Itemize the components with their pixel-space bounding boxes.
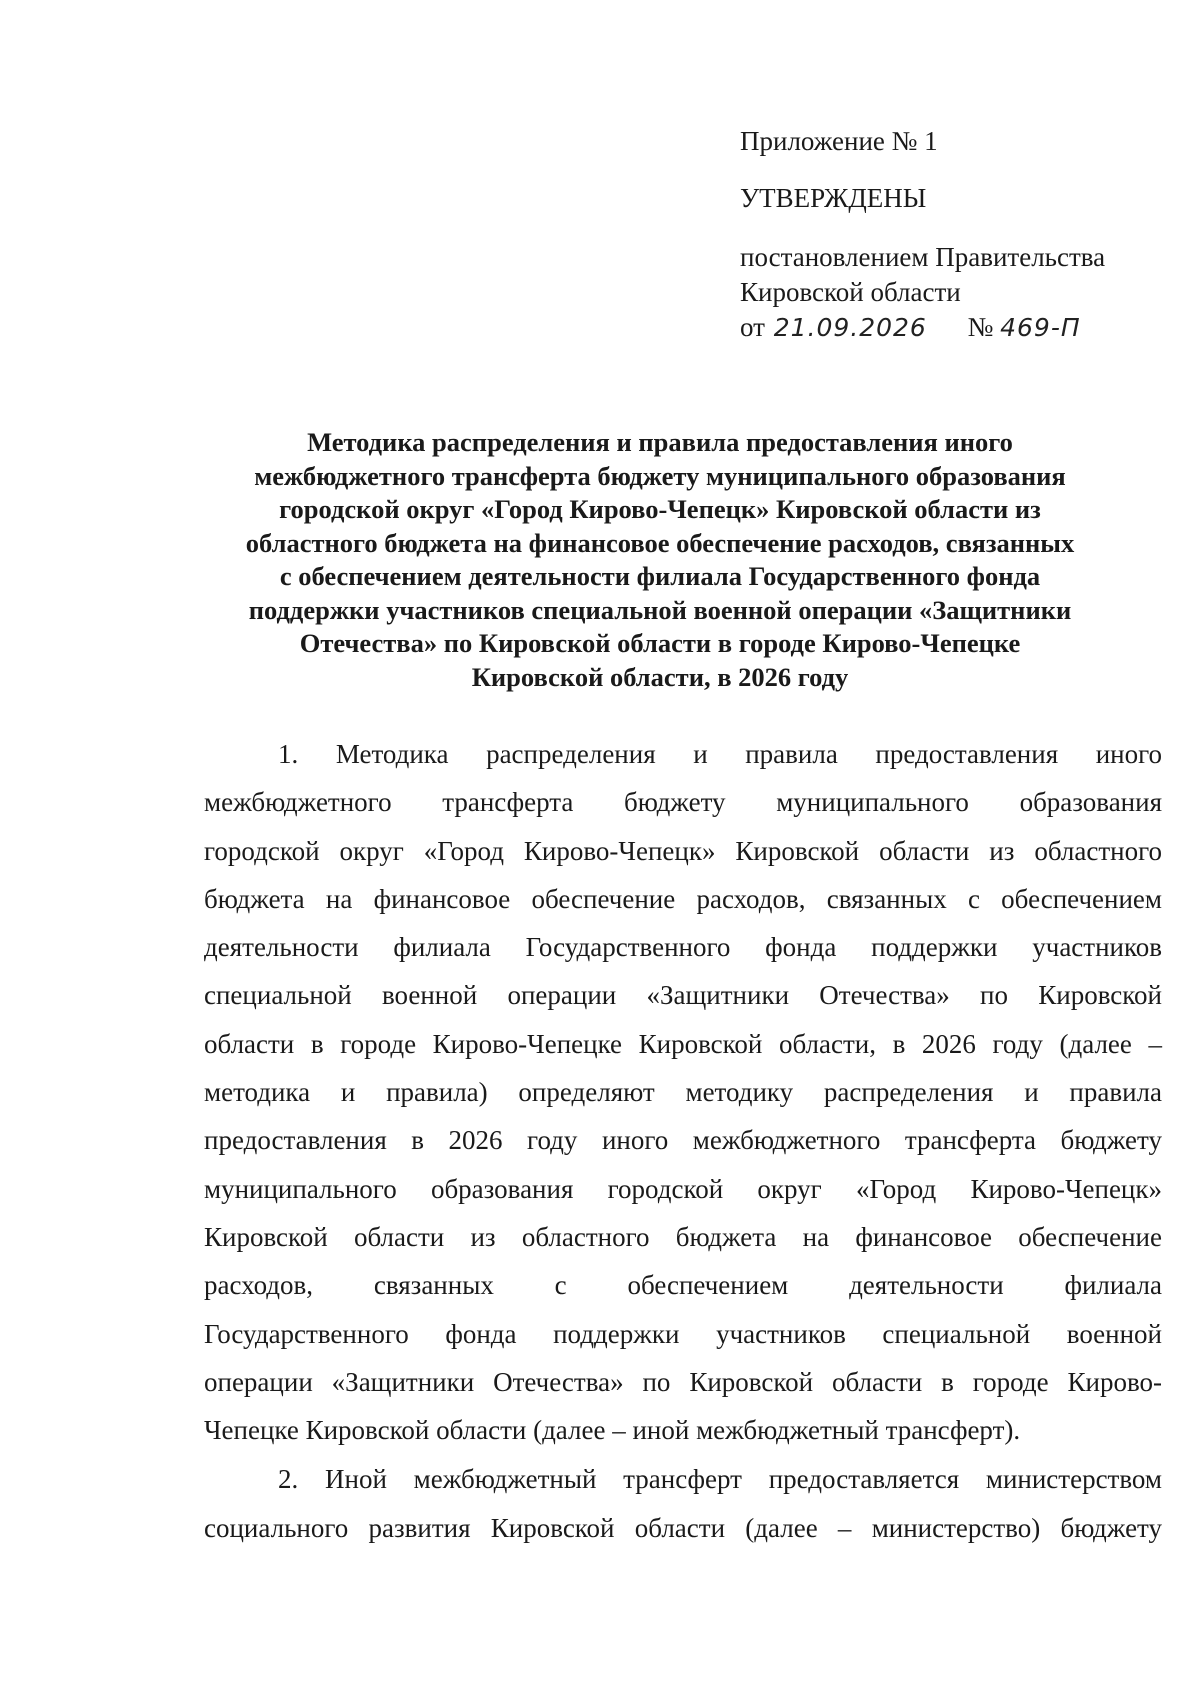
title-line: поддержки участников специальной военной операции «Защитники <box>248 594 1072 625</box>
resolution-line-1: постановлением Правительства <box>740 242 1106 272</box>
text-line: деятельности филиала Государственного фонда поддержки участников <box>204 932 1162 963</box>
text-line: муниципального образования городской округ «Город Кирово-Чепецк» <box>204 1173 1162 1204</box>
text-line: Кировской области из областного бюджета на финансовое обеспечение <box>204 1221 1162 1252</box>
handwritten-number: 469-П <box>1000 313 1081 342</box>
text-line: городской округ «Город Кирово-Чепецк» Кировской области из областного <box>204 835 1162 866</box>
text-line: бюджета на финансовое обеспечение расходов, связанных с обеспечением <box>204 883 1162 914</box>
text-line: области в городе Кирово-Чепецке Кировской области, в 2026 году (далее – <box>204 1028 1162 1059</box>
title-line: городской округ «Город Кирово-Чепецк» Кировской области из <box>279 494 1041 524</box>
text-line: операции «Защитники Отечества» по Кировской области в городе Кирово- <box>204 1366 1162 1397</box>
text-line: социального развития Кировской области (далее – министерство) бюджету <box>204 1512 1162 1543</box>
paragraph-1 <box>204 730 1162 1454</box>
appendix-label: Приложение № 1 <box>740 126 938 156</box>
handwritten-date: 21.09.2026 <box>773 313 927 342</box>
title-line: межбюджетного трансферта бюджету муниципального образования <box>254 460 1066 491</box>
title-line: Отечества» по Кировской области в городе Кирово-Чепецке <box>299 628 1021 658</box>
text-line: специальной военной операции «Защитники Отечества» по Кировской <box>204 980 1162 1011</box>
document-title <box>200 426 1120 694</box>
resolution-date-number <box>740 310 1160 345</box>
text-line: предоставления в 2026 году иного межбюджетного трансферта бюджету <box>204 1125 1162 1156</box>
text-line: Государственного фонда поддержки участников специальной военной <box>204 1318 1162 1349</box>
resolution-line-2: Кировской области <box>740 277 961 307</box>
text-line: Чепецке Кировской области (далее – иной межбюджетный трансферт). <box>204 1415 1021 1446</box>
title-line: с обеспечением деятельности филиала Государственного фонда <box>279 561 1041 591</box>
title-line: Кировской области, в 2026 году <box>471 661 849 692</box>
text-line: 2. Иной межбюджетный трансферт предоставляется министерством <box>278 1464 1162 1495</box>
number-prefix: № <box>967 312 994 342</box>
document-body <box>204 730 1162 1552</box>
title-line: областного бюджета на финансовое обеспечение расходов, связанных <box>245 527 1075 558</box>
approved-label: УТВЕРЖДЕНЫ <box>740 183 927 213</box>
text-line: методика и правила) определяют методику распределения и правила <box>204 1077 1162 1108</box>
text-line: 1. Методика распределения и правила предоставления иного <box>278 739 1162 769</box>
approval-block <box>740 124 1160 345</box>
text-line: межбюджетного трансферта бюджету муниципального образования <box>204 787 1162 818</box>
text-line: расходов, связанных с обеспечением деятельности филиала <box>204 1270 1162 1301</box>
paragraph-2 <box>204 1455 1162 1552</box>
date-prefix: от <box>740 312 765 342</box>
title-line: Методика распределения и правила предоставления иного <box>307 427 1013 457</box>
